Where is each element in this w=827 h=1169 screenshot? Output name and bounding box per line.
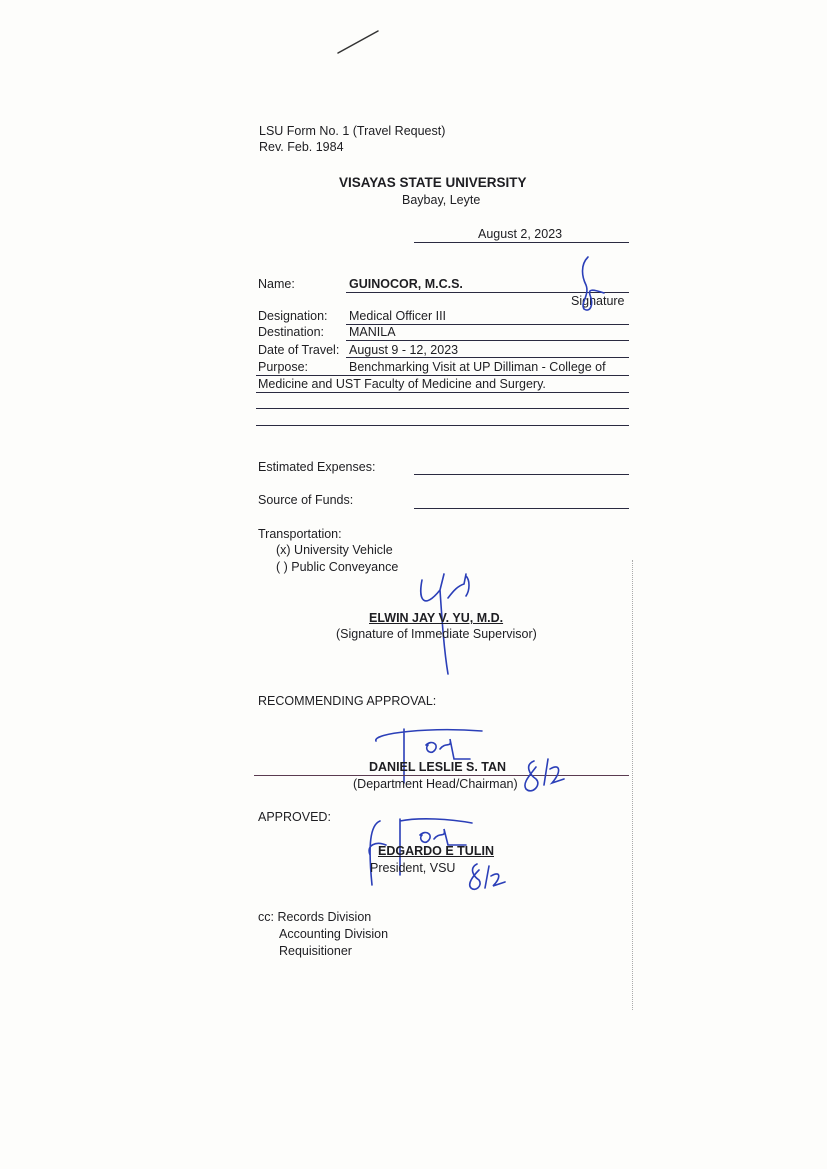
funds-underline bbox=[414, 508, 629, 509]
designation-value: Medical Officer III bbox=[349, 309, 447, 323]
department-head-signature-line bbox=[254, 775, 629, 776]
scan-edge bbox=[632, 560, 633, 1010]
destination-underline bbox=[346, 340, 629, 341]
expenses-label: Estimated Expenses: bbox=[258, 460, 376, 474]
purpose-underline-1 bbox=[256, 375, 629, 376]
president-name: EDGARDO E TULIN bbox=[378, 844, 494, 858]
blank-line-2 bbox=[256, 425, 629, 426]
recommending-approval-label: RECOMMENDING APPROVAL: bbox=[258, 694, 437, 708]
transportation-label: Transportation: bbox=[258, 527, 342, 541]
destination-value: MANILA bbox=[349, 325, 396, 339]
purpose-underline-2 bbox=[256, 392, 629, 393]
date-of-travel-label: Date of Travel: bbox=[258, 343, 340, 357]
supervisor-title: (Signature of Immediate Supervisor) bbox=[336, 627, 537, 641]
university-name: VISAYAS STATE UNIVERSITY bbox=[339, 175, 527, 190]
date-of-travel-value: August 9 - 12, 2023 bbox=[349, 343, 459, 357]
approved-label: APPROVED: bbox=[258, 810, 331, 824]
designation-label: Designation: bbox=[258, 309, 328, 323]
blank-line-1 bbox=[256, 408, 629, 409]
funds-label: Source of Funds: bbox=[258, 493, 354, 507]
supervisor-name: ELWIN JAY V. YU, M.D. bbox=[369, 611, 504, 625]
department-head-name: DANIEL LESLIE S. TAN bbox=[369, 760, 507, 774]
name-value: GUINOCOR, M.C.S. bbox=[349, 277, 463, 291]
purpose-value-1: Benchmarking Visit at UP Dilliman - College of bbox=[349, 360, 606, 374]
date-underline bbox=[414, 242, 629, 243]
cc-accounting-division: Accounting Division bbox=[279, 927, 389, 941]
department-head-title: (Department Head/Chairman) bbox=[353, 777, 518, 791]
request-date: August 2, 2023 bbox=[478, 227, 563, 241]
scan-mark bbox=[260, 25, 410, 65]
transport-option-university-vehicle: (x) University Vehicle bbox=[276, 543, 393, 557]
purpose-value-2: Medicine and UST Faculty of Medicine and Surgery. bbox=[258, 377, 546, 391]
cc-requisitioner: Requisitioner bbox=[279, 944, 352, 958]
supervisor-signature bbox=[410, 570, 480, 680]
university-location: Baybay, Leyte bbox=[402, 193, 481, 207]
signature-label: Signature bbox=[571, 294, 625, 308]
requester-signature bbox=[570, 255, 620, 315]
destination-label: Destination: bbox=[258, 325, 325, 339]
form-number: LSU Form No. 1 (Travel Request) bbox=[259, 124, 446, 138]
purpose-label: Purpose: bbox=[258, 360, 309, 374]
department-head-initials bbox=[520, 755, 570, 800]
expenses-underline bbox=[414, 474, 629, 475]
president-initials bbox=[465, 860, 510, 895]
name-label: Name: bbox=[258, 277, 295, 291]
form-revision: Rev. Feb. 1984 bbox=[259, 140, 344, 154]
date-of-travel-underline bbox=[346, 357, 629, 358]
president-title: President, VSU bbox=[370, 861, 456, 875]
transport-option-public-conveyance: ( ) Public Conveyance bbox=[276, 560, 399, 574]
cc-records-division: cc: Records Division bbox=[258, 910, 372, 924]
department-head-signature bbox=[370, 725, 490, 785]
